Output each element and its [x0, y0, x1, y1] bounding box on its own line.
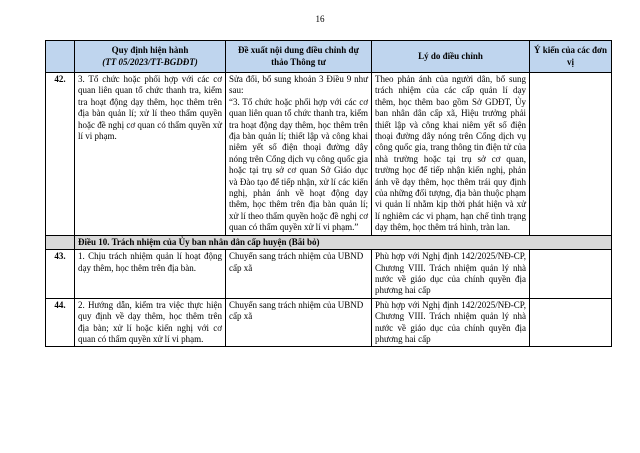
- row-number: 43.: [46, 250, 75, 299]
- table-row: [46, 73, 612, 236]
- current-regulation-cell: 2. Hướng dẫn, kiểm tra việc thực hiện quy định về dạy thêm, học thêm trên địa bàn; xử lí hoặc kiến nghị với cơ quan có thẩm quyền xử lí vi phạm.: [75, 298, 226, 347]
- header-current-regulation: [75, 41, 226, 73]
- opinion-cell: [530, 250, 612, 299]
- header-opinion: Ý kiến của các đơn vị: [530, 41, 612, 73]
- reason-cell: Theo phản ánh của người dân, bổ sung trách nhiệm của các cấp quản lí dạy thêm, học thêm bao gồm Sở GDĐT, Ủy ban nhân dân cấp xã, Hiệu trưởng phải thiết lập và công khai niêm yết số điện thoại đường dây nóng trên Cổng dịch vụ công quốc gia, trang thông tin điện tử của nhà trường hoặc tại trụ sở cơ quan, trường học để tiếp nhận kiến nghị, phản ánh về dạy thêm, học thêm trái quy định của những đối tượng, địa bàn thuộc phạm vi quản lí nhằm kịp thời phát hiện và xử lí nghiêm các vi phạm, hạn chế tình trạng dạy thêm, học thêm trá hình, tràn lan.: [372, 73, 530, 236]
- table-row: [46, 298, 612, 347]
- reason-cell: Phù hợp với Nghị định 142/2025/NĐ-CP, Chương VIII. Trách nhiệm quản lý nhà nước về giáo dục của chính quyền địa phương hai cấp: [372, 250, 530, 299]
- page-number: 16: [315, 14, 325, 24]
- table-row: [46, 250, 612, 299]
- proposal-body: “3. Tổ chức hoặc phối hợp với các cơ quan liên quan tổ chức thanh tra, kiểm tra hoạt động dạy thêm, học thêm trên địa bàn quản lí; thiết lập và công khai niêm yết số điện thoại đường dây nóng trên Cổng dịch vụ công quốc gia hoặc tại trụ sở cơ quan Sở Giáo dục và Đào tạo để tiếp nhận, xử lí các kiến nghị, phản ánh về hoạt động dạy thêm, học thêm trên địa bàn quản lí; xử lí theo thẩm quyền hoặc đề nghị cơ quan có thẩm quyền xử lí vi phạm.”: [229, 96, 368, 233]
- proposal-cell: Chuyển sang trách nhiệm của UBND cấp xã: [226, 250, 372, 299]
- header-proposal: Đề xuất nội dung điều chỉnh dự thảo Thông tư: [226, 41, 372, 73]
- header-current-title: Quy định hiện hành: [111, 45, 189, 56]
- row-number: 44.: [46, 298, 75, 347]
- current-regulation-cell: 3. Tổ chức hoặc phối hợp với các cơ quan liên quan tổ chức thanh tra, kiểm tra hoạt động dạy thêm, học thêm trên địa bàn quản lí; xử lí theo thẩm quyền hoặc đề nghị cơ quan có thẩm quyền xử lí vi phạm.: [75, 73, 226, 236]
- current-regulation-cell: 1. Chịu trách nhiệm quản lí hoạt động dạy thêm, học thêm trên địa bàn.: [75, 250, 226, 299]
- opinion-cell: [530, 73, 612, 236]
- proposal-comparison-table: [45, 40, 612, 347]
- proposal-intro: Sửa đổi, bổ sung khoản 3 Điều 9 như sau:: [229, 74, 368, 96]
- proposal-cell: Chuyển sang trách nhiệm của UBND cấp xã: [226, 298, 372, 347]
- section-number-cell: [46, 235, 75, 249]
- proposal-cell: [226, 73, 372, 236]
- section-row: [46, 235, 612, 249]
- header-reason: Lý do điều chỉnh: [372, 41, 530, 73]
- table-header-row: [46, 41, 612, 73]
- section-title: Điều 10. Trách nhiệm của Ủy ban nhân dân cấp huyện (Bãi bỏ): [75, 235, 612, 249]
- row-number: 42.: [46, 73, 75, 236]
- reason-cell: Phù hợp với Nghị định 142/2025/NĐ-CP, Chương VIII. Trách nhiệm quản lý nhà nước về giáo dục của chính quyền địa phương hai cấp: [372, 298, 530, 347]
- header-number-cell: [46, 41, 75, 73]
- header-current-subtitle: (TT 05/2023/TT-BGDĐT): [102, 56, 198, 67]
- opinion-cell: [530, 298, 612, 347]
